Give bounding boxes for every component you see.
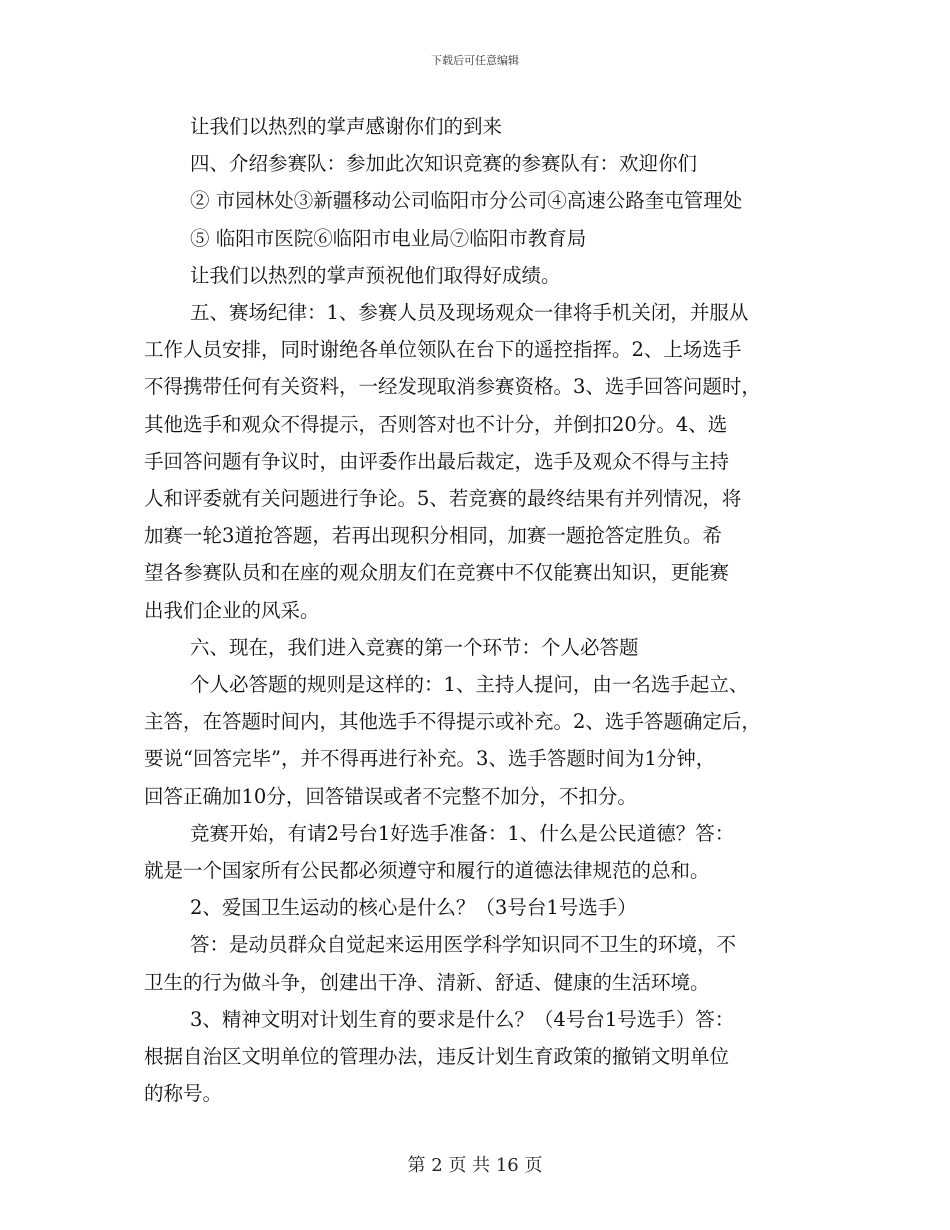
text-line: 3、精神文明对计划生育的要求是什么？（4号台1号选手）答： <box>190 1007 735 1031</box>
text-line: 加赛一轮3道抢答题，若再出现积分相同，加赛一题抢答定胜负。希 <box>144 524 722 548</box>
text-line: 五、赛场纪律：1、参赛人员及现场观众一律将手机关闭，并服从 <box>190 301 749 325</box>
text-line: 回答正确加10分，回答错误或者不完整不加分，不扣分。 <box>144 784 637 808</box>
text-line: 就是一个国家所有公民都必须遵守和履行的道德法律规范的总和。 <box>144 859 710 883</box>
text-line: 的称号。 <box>144 1082 223 1106</box>
page-number: 第 2 页 共 16 页 <box>407 1155 543 1176</box>
text-line: 其他选手和观众不得提示，否则答对也不计分，并倒扣20分。4、选 <box>144 412 728 436</box>
text-line: 出我们企业的风采。 <box>144 598 320 622</box>
text-line: 不得携带任何有关资料，一经发现取消参赛资格。3、选手回答问题时， <box>144 375 761 399</box>
text-line: 个人必答题的规则是这样的：1、主持人提问，由一名选手起立、 <box>190 673 749 697</box>
page-header-note: 下载后可任意编辑 <box>431 54 519 67</box>
text-line: 工作人员安排，同时谢绝各单位领队在台下的遥控指挥。2、上场选手 <box>144 338 742 362</box>
text-line: 六、现在，我们进入竞赛的第一个环节：个人必答题 <box>190 635 639 659</box>
text-line: 望各参赛队员和在座的观众朋友们在竞赛中不仅能赛出知识，更能赛 <box>144 561 730 585</box>
text-line: 让我们以热烈的掌声感谢你们的到来 <box>190 115 503 138</box>
text-line: 竞赛开始，有请2号台1好选手准备：1、什么是公民道德？答： <box>190 821 735 845</box>
text-line: 2、爱国卫生运动的核心是什么？（3号台1号选手） <box>190 896 637 920</box>
text-line: 让我们以热烈的掌声预祝他们取得好成绩。 <box>190 263 561 287</box>
text-line: ⑤ 临阳市医院⑥临阳市电业局⑦临阳市教育局 <box>190 226 587 250</box>
text-line: 卫生的行为做斗争，创建出干净、清新、舒适、健康的生活环境。 <box>144 970 710 994</box>
text-line: 四、介绍参赛队：参加此次知识竞赛的参赛队有：欢迎你们 <box>190 152 698 176</box>
text-line: 手回答问题有争议时，由评委作出最后裁定，选手及观众不得与主持 <box>144 449 730 473</box>
text-line: 根据自治区文明单位的管理办法，违反计划生育政策的撤销文明单位 <box>144 1045 730 1069</box>
document-body <box>144 108 809 1112</box>
text-line: 要说“回答完毕”，并不得再进行补充。3、选手答题时间为1分钟， <box>144 747 716 771</box>
text-line: ② 市园林处③新疆移动公司临阳市分公司④高速公路奎屯管理处 <box>190 189 743 213</box>
text-line: 人和评委就有关问题进行争论。5、若竞赛的最终结果有并列情况，将 <box>144 487 742 511</box>
text-line: 主答，在答题时间内，其他选手不得提示或补充。2、选手答题确定后， <box>144 710 761 734</box>
text-line: 答：是动员群众自觉起来运用医学科学知识同不卫生的环境，不 <box>190 933 737 957</box>
